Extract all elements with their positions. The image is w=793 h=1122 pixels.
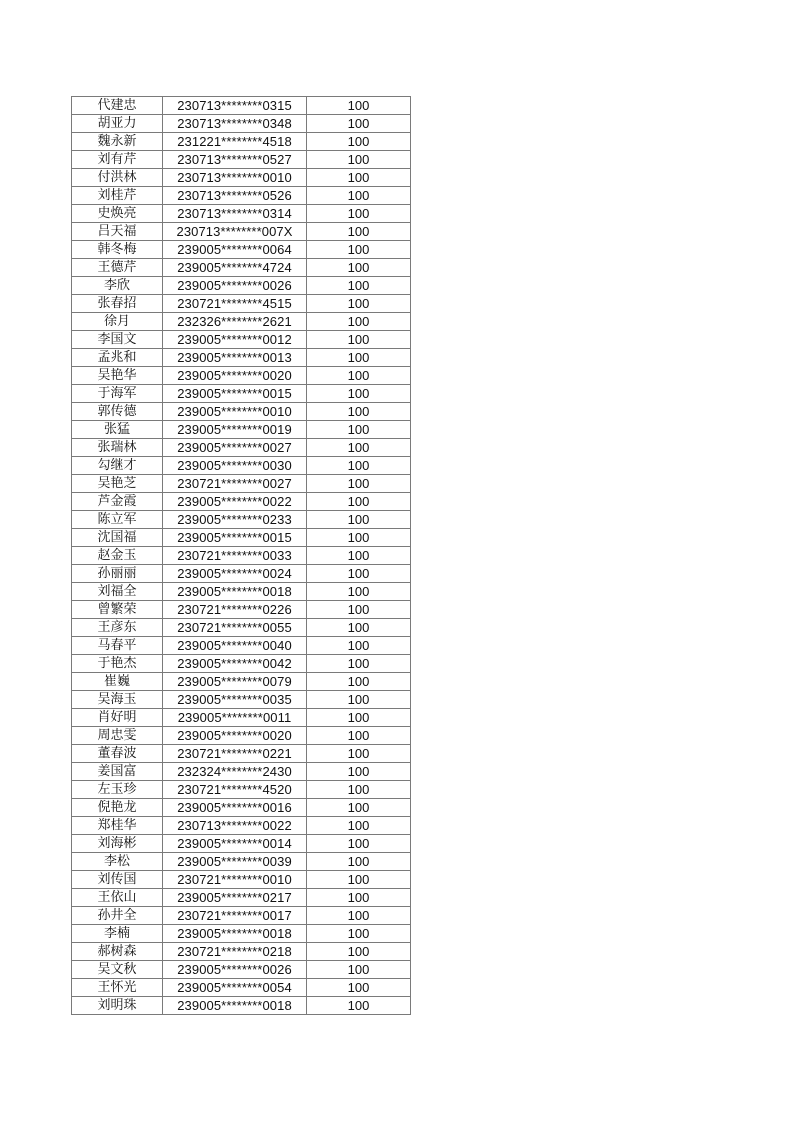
amount-cell: 100 <box>307 763 411 781</box>
table-row <box>72 997 411 1015</box>
table-row <box>72 403 411 421</box>
id-number-cell: 239005********0012 <box>163 331 307 349</box>
table-row <box>72 529 411 547</box>
amount-cell: 100 <box>307 745 411 763</box>
table-row <box>72 385 411 403</box>
name-cell: 左玉珍 <box>72 781 163 799</box>
roster-table <box>71 96 411 1015</box>
table-row <box>72 799 411 817</box>
id-number-cell: 230713********0526 <box>163 187 307 205</box>
name-cell: 吴艳芝 <box>72 475 163 493</box>
id-number-cell: 230713********0348 <box>163 115 307 133</box>
amount-cell: 100 <box>307 871 411 889</box>
id-number-cell: 239005********0020 <box>163 727 307 745</box>
table-row <box>72 943 411 961</box>
name-cell: 李楠 <box>72 925 163 943</box>
table-row <box>72 781 411 799</box>
id-number-cell: 239005********0039 <box>163 853 307 871</box>
name-cell: 周忠雯 <box>72 727 163 745</box>
name-cell: 刘明珠 <box>72 997 163 1015</box>
amount-cell: 100 <box>307 655 411 673</box>
name-cell: 刘传国 <box>72 871 163 889</box>
id-number-cell: 239005********0035 <box>163 691 307 709</box>
table-row <box>72 655 411 673</box>
amount-cell: 100 <box>307 781 411 799</box>
amount-cell: 100 <box>307 727 411 745</box>
name-cell: 王彦东 <box>72 619 163 637</box>
table-row <box>72 961 411 979</box>
amount-cell: 100 <box>307 673 411 691</box>
id-number-cell: 239005********0079 <box>163 673 307 691</box>
table-row <box>72 367 411 385</box>
id-number-cell: 239005********0026 <box>163 961 307 979</box>
table-row <box>72 925 411 943</box>
amount-cell: 100 <box>307 169 411 187</box>
amount-cell: 100 <box>307 853 411 871</box>
name-cell: 徐月 <box>72 313 163 331</box>
name-cell: 郭传德 <box>72 403 163 421</box>
name-cell: 沈国福 <box>72 529 163 547</box>
table-row <box>72 421 411 439</box>
id-number-cell: 239005********0026 <box>163 277 307 295</box>
table-row <box>72 601 411 619</box>
id-number-cell: 239005********0054 <box>163 979 307 997</box>
table-row <box>72 475 411 493</box>
name-cell: 刘有芹 <box>72 151 163 169</box>
amount-cell: 100 <box>307 799 411 817</box>
id-number-cell: 239005********0014 <box>163 835 307 853</box>
name-cell: 李松 <box>72 853 163 871</box>
table-row <box>72 583 411 601</box>
id-number-cell: 239005********0027 <box>163 439 307 457</box>
table-row <box>72 277 411 295</box>
name-cell: 刘桂芹 <box>72 187 163 205</box>
name-cell: 刘海彬 <box>72 835 163 853</box>
id-number-cell: 230721********4520 <box>163 781 307 799</box>
amount-cell: 100 <box>307 511 411 529</box>
table-row <box>72 187 411 205</box>
name-cell: 魏永新 <box>72 133 163 151</box>
name-cell: 吕天福 <box>72 223 163 241</box>
amount-cell: 100 <box>307 889 411 907</box>
id-number-cell: 230721********0027 <box>163 475 307 493</box>
name-cell: 倪艳龙 <box>72 799 163 817</box>
name-cell: 于艳杰 <box>72 655 163 673</box>
table-row <box>72 511 411 529</box>
table-row <box>72 835 411 853</box>
amount-cell: 100 <box>307 529 411 547</box>
id-number-cell: 239005********0018 <box>163 997 307 1015</box>
id-number-cell: 239005********0030 <box>163 457 307 475</box>
amount-cell: 100 <box>307 925 411 943</box>
id-number-cell: 230721********0221 <box>163 745 307 763</box>
table-row <box>72 637 411 655</box>
amount-cell: 100 <box>307 313 411 331</box>
amount-cell: 100 <box>307 331 411 349</box>
name-cell: 胡亚力 <box>72 115 163 133</box>
id-number-cell: 230721********4515 <box>163 295 307 313</box>
amount-cell: 100 <box>307 583 411 601</box>
table-row <box>72 133 411 151</box>
table-row <box>72 205 411 223</box>
id-number-cell: 230713********0315 <box>163 97 307 115</box>
table-row <box>72 547 411 565</box>
table-row <box>72 763 411 781</box>
name-cell: 吴艳华 <box>72 367 163 385</box>
table-row <box>72 691 411 709</box>
roster-table-body <box>72 97 411 1015</box>
name-cell: 郝树森 <box>72 943 163 961</box>
id-number-cell: 239005********0013 <box>163 349 307 367</box>
name-cell: 勾继才 <box>72 457 163 475</box>
amount-cell: 100 <box>307 691 411 709</box>
name-cell: 马春平 <box>72 637 163 655</box>
id-number-cell: 230721********0033 <box>163 547 307 565</box>
id-number-cell: 239005********0064 <box>163 241 307 259</box>
amount-cell: 100 <box>307 133 411 151</box>
table-row <box>72 745 411 763</box>
amount-cell: 100 <box>307 457 411 475</box>
table-row <box>72 331 411 349</box>
id-number-cell: 239005********4724 <box>163 259 307 277</box>
name-cell: 王怀光 <box>72 979 163 997</box>
table-row <box>72 907 411 925</box>
name-cell: 王依山 <box>72 889 163 907</box>
id-number-cell: 230721********0218 <box>163 943 307 961</box>
id-number-cell: 230721********0017 <box>163 907 307 925</box>
amount-cell: 100 <box>307 835 411 853</box>
name-cell: 于海军 <box>72 385 163 403</box>
id-number-cell: 239005********0010 <box>163 403 307 421</box>
id-number-cell: 239005********0019 <box>163 421 307 439</box>
id-number-cell: 239005********0018 <box>163 583 307 601</box>
amount-cell: 100 <box>307 601 411 619</box>
name-cell: 李欣 <box>72 277 163 295</box>
amount-cell: 100 <box>307 709 411 727</box>
id-number-cell: 230713********0527 <box>163 151 307 169</box>
table-row <box>72 313 411 331</box>
name-cell: 张瑞林 <box>72 439 163 457</box>
name-cell: 芦金霞 <box>72 493 163 511</box>
name-cell: 孙丽丽 <box>72 565 163 583</box>
amount-cell: 100 <box>307 205 411 223</box>
amount-cell: 100 <box>307 943 411 961</box>
id-number-cell: 239005********0040 <box>163 637 307 655</box>
name-cell: 韩冬梅 <box>72 241 163 259</box>
amount-cell: 100 <box>307 637 411 655</box>
table-row <box>72 709 411 727</box>
name-cell: 孟兆和 <box>72 349 163 367</box>
id-number-cell: 239005********0015 <box>163 529 307 547</box>
amount-cell: 100 <box>307 907 411 925</box>
id-number-cell: 230713********0022 <box>163 817 307 835</box>
name-cell: 吴海玉 <box>72 691 163 709</box>
name-cell: 赵金玉 <box>72 547 163 565</box>
table-row <box>72 853 411 871</box>
name-cell: 王德芹 <box>72 259 163 277</box>
table-row <box>72 979 411 997</box>
amount-cell: 100 <box>307 619 411 637</box>
table-row <box>72 619 411 637</box>
name-cell: 付洪林 <box>72 169 163 187</box>
table-row <box>72 565 411 583</box>
table-row <box>72 889 411 907</box>
table-row <box>72 115 411 133</box>
amount-cell: 100 <box>307 493 411 511</box>
table-row <box>72 871 411 889</box>
table-row <box>72 457 411 475</box>
amount-cell: 100 <box>307 439 411 457</box>
name-cell: 董春波 <box>72 745 163 763</box>
id-number-cell: 239005********0024 <box>163 565 307 583</box>
table-row <box>72 727 411 745</box>
id-number-cell: 232326********2621 <box>163 313 307 331</box>
amount-cell: 100 <box>307 349 411 367</box>
amount-cell: 100 <box>307 97 411 115</box>
name-cell: 曾繁荣 <box>72 601 163 619</box>
name-cell: 肖好明 <box>72 709 163 727</box>
id-number-cell: 239005********0042 <box>163 655 307 673</box>
id-number-cell: 230713********0010 <box>163 169 307 187</box>
table-row <box>72 151 411 169</box>
id-number-cell: 239005********0016 <box>163 799 307 817</box>
name-cell: 郑桂华 <box>72 817 163 835</box>
table-row <box>72 223 411 241</box>
id-number-cell: 230713********007X <box>163 223 307 241</box>
amount-cell: 100 <box>307 277 411 295</box>
amount-cell: 100 <box>307 997 411 1015</box>
table-row <box>72 241 411 259</box>
table-row <box>72 349 411 367</box>
amount-cell: 100 <box>307 187 411 205</box>
id-number-cell: 239005********0015 <box>163 385 307 403</box>
table-row <box>72 673 411 691</box>
name-cell: 张猛 <box>72 421 163 439</box>
name-cell: 姜国富 <box>72 763 163 781</box>
id-number-cell: 230721********0010 <box>163 871 307 889</box>
table-row <box>72 169 411 187</box>
amount-cell: 100 <box>307 367 411 385</box>
id-number-cell: 231221********4518 <box>163 133 307 151</box>
name-cell: 吴文秋 <box>72 961 163 979</box>
name-cell: 史焕亮 <box>72 205 163 223</box>
table-row <box>72 259 411 277</box>
id-number-cell: 239005********0022 <box>163 493 307 511</box>
table-row <box>72 439 411 457</box>
amount-cell: 100 <box>307 295 411 313</box>
id-number-cell: 230713********0314 <box>163 205 307 223</box>
id-number-cell: 239005********0233 <box>163 511 307 529</box>
id-number-cell: 230721********0055 <box>163 619 307 637</box>
amount-cell: 100 <box>307 565 411 583</box>
amount-cell: 100 <box>307 403 411 421</box>
amount-cell: 100 <box>307 475 411 493</box>
name-cell: 代建忠 <box>72 97 163 115</box>
id-number-cell: 239005********0018 <box>163 925 307 943</box>
name-cell: 崔巍 <box>72 673 163 691</box>
table-row <box>72 493 411 511</box>
table-row <box>72 817 411 835</box>
id-number-cell: 239005********0020 <box>163 367 307 385</box>
amount-cell: 100 <box>307 223 411 241</box>
table-row <box>72 295 411 313</box>
amount-cell: 100 <box>307 817 411 835</box>
id-number-cell: 232324********2430 <box>163 763 307 781</box>
amount-cell: 100 <box>307 241 411 259</box>
amount-cell: 100 <box>307 979 411 997</box>
amount-cell: 100 <box>307 547 411 565</box>
name-cell: 陈立军 <box>72 511 163 529</box>
name-cell: 刘福全 <box>72 583 163 601</box>
id-number-cell: 239005********0217 <box>163 889 307 907</box>
name-cell: 孙井全 <box>72 907 163 925</box>
amount-cell: 100 <box>307 421 411 439</box>
id-number-cell: 230721********0226 <box>163 601 307 619</box>
amount-cell: 100 <box>307 115 411 133</box>
amount-cell: 100 <box>307 961 411 979</box>
name-cell: 张春招 <box>72 295 163 313</box>
amount-cell: 100 <box>307 385 411 403</box>
amount-cell: 100 <box>307 259 411 277</box>
id-number-cell: 239005********0011 <box>163 709 307 727</box>
table-row <box>72 97 411 115</box>
name-cell: 李国文 <box>72 331 163 349</box>
amount-cell: 100 <box>307 151 411 169</box>
